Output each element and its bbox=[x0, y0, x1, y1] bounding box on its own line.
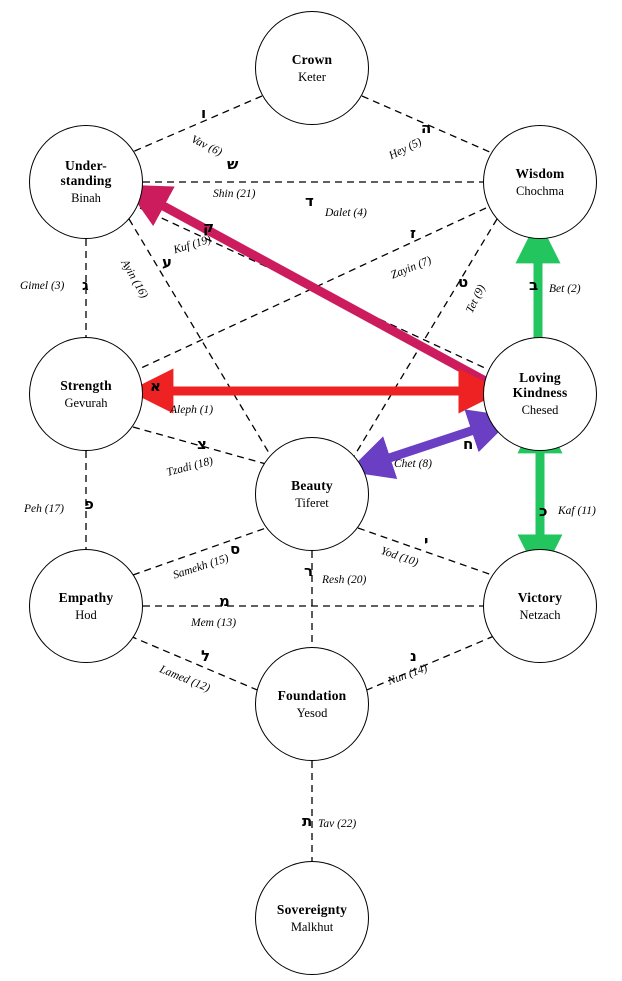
sefira-yesod-hebrew: Yesod bbox=[296, 705, 328, 720]
hebrew-letter-peh: פ bbox=[84, 495, 94, 513]
hebrew-letter-tav: ת bbox=[302, 812, 313, 830]
path-label-chet: Chet (8) bbox=[394, 458, 433, 470]
sefira-chesed-english-line2: Kindness bbox=[512, 385, 568, 400]
path-label-aleph: Aleph (1) bbox=[170, 404, 214, 416]
sefira-hod-hebrew: Hod bbox=[75, 607, 97, 622]
path-label-yod: Yod (10) bbox=[379, 544, 420, 570]
sefira-binah-english-line2: standing bbox=[60, 173, 112, 188]
sefira-malkhut-english: Sovereignty bbox=[276, 901, 348, 917]
hebrew-letter-aleph: א bbox=[150, 377, 161, 395]
sefira-gevurah-english: Strength bbox=[60, 377, 112, 393]
sefira-chesed-hebrew: Chesed bbox=[521, 403, 559, 417]
sefira-binah[interactable] bbox=[29, 125, 143, 239]
sefira-chesed[interactable] bbox=[483, 337, 597, 451]
path-label-resh: Resh (20) bbox=[322, 574, 367, 586]
path-label-lamed: Lamed (12) bbox=[157, 663, 212, 695]
sefira-chochma-english: Wisdom bbox=[515, 165, 565, 181]
path-label-vav: Vav (6) bbox=[189, 133, 224, 159]
sefira-tiferet-hebrew: Tiferet bbox=[295, 495, 329, 510]
sefira-netzach-hebrew: Netzach bbox=[519, 607, 561, 622]
path-label-kuf: Kuf (19) bbox=[172, 233, 213, 257]
hebrew-letter-hey: ה bbox=[421, 119, 432, 137]
path-label-tzadi: Tzadi (18) bbox=[165, 455, 215, 479]
path-line-nun bbox=[362, 636, 494, 692]
sefira-yesod[interactable] bbox=[255, 647, 369, 761]
path-label-dalet: Dalet (4) bbox=[325, 207, 367, 219]
path-label-gimel: Gimel (3) bbox=[20, 280, 65, 292]
path-label-zayin: Zayin (7) bbox=[389, 254, 434, 282]
sefira-hod-english: Empathy bbox=[58, 589, 114, 605]
hebrew-letter-kaf: כ bbox=[539, 502, 548, 520]
path-label-ayin: Ayin (16) bbox=[118, 257, 151, 301]
hebrew-letter-bet: ב bbox=[529, 276, 539, 294]
path-label-tav: Tav (22) bbox=[318, 818, 357, 830]
sefira-chochma-hebrew: Chochma bbox=[516, 183, 564, 198]
hebrew-letter-gimel: ג bbox=[82, 276, 89, 294]
path-label-shin: Shin (21) bbox=[213, 188, 256, 200]
hebrew-letter-nun: נ bbox=[410, 647, 417, 665]
sefira-binah-hebrew: Binah bbox=[71, 191, 101, 205]
path-label-nun: Nun (14) bbox=[386, 662, 430, 688]
sefira-malkhut[interactable] bbox=[255, 861, 369, 975]
hebrew-letter-dalet: ד bbox=[305, 192, 314, 210]
sefira-keter-english: Crown bbox=[291, 51, 333, 67]
sefira-malkhut-hebrew: Malkhut bbox=[290, 919, 334, 934]
sefira-netzach-english: Victory bbox=[517, 589, 563, 605]
sefira-netzach[interactable] bbox=[483, 549, 597, 663]
hebrew-letter-kuf: ק bbox=[203, 218, 215, 236]
crimson-arrow-chesed-to-binah bbox=[145, 196, 487, 382]
sefira-chochma[interactable] bbox=[483, 125, 597, 239]
path-label-kaf: Kaf (11) bbox=[558, 505, 596, 517]
hebrew-letter-chet: ח bbox=[463, 435, 474, 453]
path-label-hey: Hey (5) bbox=[387, 135, 424, 163]
sefira-binah-english-line1: Under- bbox=[65, 158, 107, 173]
hebrew-letter-samekh: ס bbox=[230, 540, 241, 558]
sefira-tiferet-english: Beauty bbox=[291, 477, 333, 493]
hebrew-letter-mem: מ bbox=[219, 592, 230, 610]
hebrew-letter-ayin: ע bbox=[162, 253, 172, 271]
sefira-gevurah-hebrew: Gevurah bbox=[64, 395, 108, 410]
sefira-gevurah[interactable] bbox=[29, 337, 143, 451]
hebrew-letter-tzadi: צ bbox=[197, 435, 207, 453]
path-label-bet: Bet (2) bbox=[549, 283, 581, 295]
path-label-tet: Tet (9) bbox=[464, 282, 488, 316]
hebrew-letter-resh: ר bbox=[304, 562, 314, 580]
path-label-samekh: Samekh (15) bbox=[171, 552, 231, 582]
sefira-hod[interactable] bbox=[29, 549, 143, 663]
hebrew-letter-yod: י bbox=[424, 532, 429, 550]
sefira-keter[interactable] bbox=[255, 11, 369, 125]
sefira-keter-hebrew: Keter bbox=[298, 69, 326, 84]
sefira-yesod-english: Foundation bbox=[277, 687, 347, 703]
hebrew-letter-shin: ש bbox=[227, 155, 239, 173]
path-label-peh: Peh (17) bbox=[24, 503, 64, 515]
hebrew-letter-lamed: ל bbox=[201, 647, 211, 665]
hebrew-letter-zayin: ז bbox=[410, 224, 417, 242]
sefira-chesed-english-line1: Loving bbox=[519, 370, 561, 385]
hebrew-letter-tet: ט bbox=[458, 273, 469, 291]
path-label-mem: Mem (13) bbox=[191, 617, 237, 629]
sefira-tiferet[interactable] bbox=[255, 437, 369, 551]
hebrew-letter-vav: ו bbox=[201, 104, 207, 122]
